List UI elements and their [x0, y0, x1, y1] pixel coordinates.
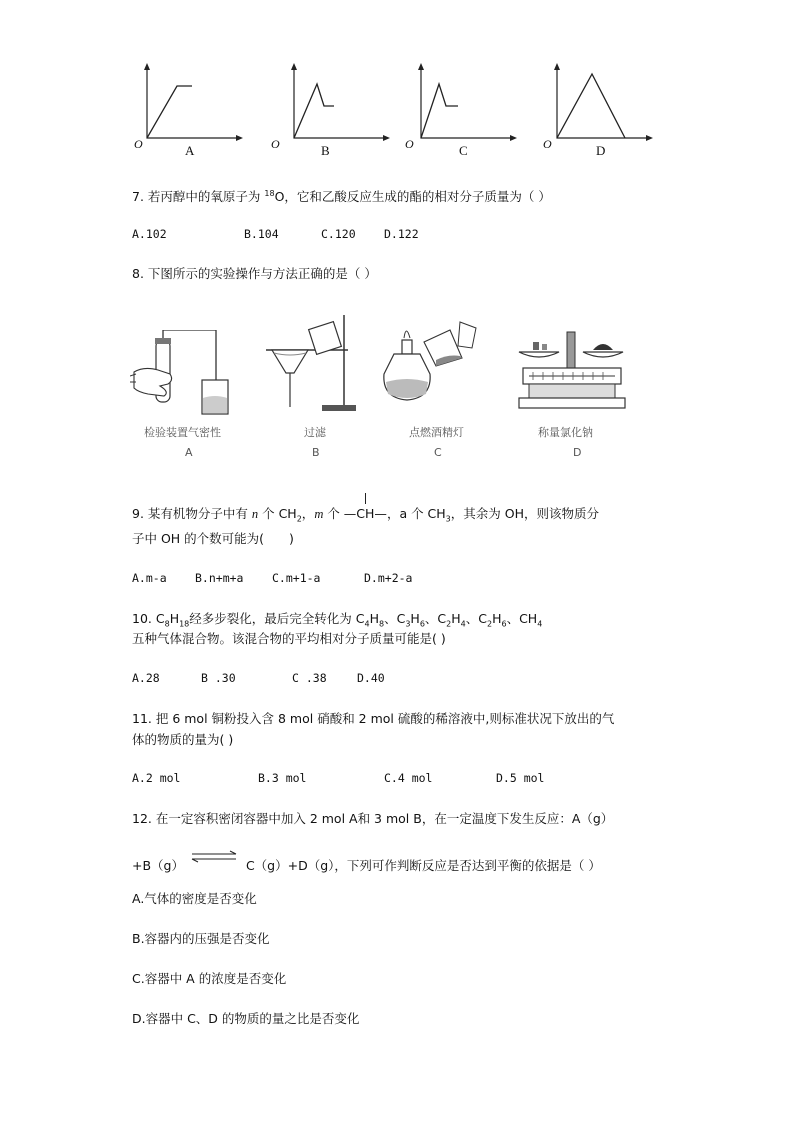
question-9-line-1: [132, 505, 599, 529]
q10-s5: 3: [405, 619, 411, 629]
caption-b-letter: B: [312, 446, 320, 459]
balance-apparatus: [515, 328, 630, 414]
equilibrium-arrow-icon: [190, 850, 240, 864]
q10-t9: 、C: [465, 611, 487, 626]
q12-option-a: A.气体的密度是否变化: [132, 891, 257, 906]
graph-b-origin: O: [271, 137, 280, 151]
caption-a-letter: A: [185, 446, 193, 459]
q9-sub-2: 2: [296, 514, 302, 524]
q10-t4: H: [369, 611, 379, 626]
q10-t5: 、C: [384, 611, 406, 626]
alcohol-lamp-apparatus: [380, 318, 480, 414]
q10-s3: 4: [364, 619, 370, 629]
q7-text-end: O，它和乙酸反应生成的酯的相对分子质量为（ ）: [274, 189, 551, 205]
graph-a-origin: O: [134, 137, 143, 151]
q10-s2: 18: [179, 619, 190, 629]
q10-s4: 8: [378, 619, 385, 629]
q10-s6: 6: [419, 619, 425, 629]
q10-s1: 8: [164, 619, 170, 629]
q11-option-c: C.4 mol: [384, 771, 433, 785]
q10-t10: H: [492, 611, 502, 626]
q12-products-text: C（g）+D（g），下列可作判断反应是否达到平衡的依据是（ ）: [245, 858, 601, 873]
caption-d-letter: D: [573, 446, 582, 459]
q10-t8: H: [451, 611, 461, 626]
q10-t2: H: [169, 611, 180, 626]
graph-b-label: B: [321, 143, 330, 158]
question-10-line-2: 五种气体混合物。该混合物的平均相对分子质量可能是( ): [132, 631, 446, 646]
q10-t7: 、C: [424, 611, 447, 626]
q9-option-d: D.m+2-a: [364, 571, 413, 585]
q7-option-a: A.102: [132, 227, 167, 241]
graph-a-label: A: [185, 143, 195, 158]
q12-option-b: B.容器内的压强是否变化: [132, 931, 270, 946]
graph-c-label: C: [459, 143, 468, 158]
q9-option-a: A.m-a: [132, 571, 167, 585]
q9-var-m: m: [314, 507, 324, 521]
caption-c-letter: C: [434, 446, 442, 459]
ch-bond-line: [365, 493, 366, 504]
q7-option-c: C.120: [321, 227, 356, 241]
q9-var-n: n: [251, 507, 259, 521]
q7-option-d: D.122: [384, 227, 419, 241]
q10-t11: 、CH: [506, 611, 538, 626]
q12-reactant-b: +B（g）: [132, 858, 184, 873]
q12-option-d: D.容器中 C、D 的物质的量之比是否变化: [132, 1011, 360, 1026]
airtightness-check-apparatus: [130, 330, 230, 420]
q10-t1: 10. C: [132, 611, 165, 626]
q10-s11: 4: [537, 619, 543, 629]
q11-option-a: A.2 mol: [132, 771, 181, 785]
q7-text-start: 7. 若丙醇中的氧原子为: [132, 189, 265, 205]
q10-s8: 4: [460, 619, 466, 629]
q9-text-6: ，其余为 OH，则该物质分: [450, 506, 599, 521]
question-11-line-1: 11. 把 6 mol 铜粉投入含 8 mol 硝酸和 2 mol 硫酸的稀溶液中,则标准状况下放出的气: [132, 711, 615, 726]
q9-text-5: ，a 个 CH: [386, 506, 446, 521]
graph-c: [414, 62, 524, 162]
q7-option-b: B.104: [244, 227, 279, 241]
caption-b: 过滤: [304, 426, 326, 439]
q10-option-d: D.40: [357, 671, 385, 685]
q7-isotope-superscript: 18: [264, 189, 275, 198]
q9-text-1: 9. 某有机物分子中有: [132, 506, 252, 521]
graph-a: [140, 62, 250, 162]
q11-option-b: B.3 mol: [258, 771, 307, 785]
q9-text-2: 个 CH: [258, 506, 297, 521]
q10-t3: 经多步裂化，最后完全转化为 C: [189, 611, 365, 626]
question-11-line-2: 体的物质的量为( ): [132, 732, 234, 747]
q9-option-c: C.m+1-a: [272, 571, 321, 585]
q9-text-3: ，: [301, 506, 315, 521]
filtration-apparatus: [262, 315, 362, 415]
q11-option-d: D.5 mol: [496, 771, 545, 785]
question-7: [132, 185, 551, 206]
caption-d: 称量氯化钠: [538, 426, 593, 439]
caption-c: 点燃酒精灯: [409, 426, 464, 439]
q10-option-a: A.28: [132, 671, 160, 685]
ch-branch-group: [344, 505, 387, 523]
q10-s9: 2: [486, 619, 493, 629]
question-9-line-2: 子中 OH 的个数可能为( ): [132, 531, 294, 546]
caption-a: 检验装置气密性: [144, 426, 221, 439]
q9-option-b: B.n+m+a: [195, 571, 244, 585]
question-12-line-1: 12. 在一定容积密闭容器中加入 2 mol A和 3 mol B，在一定温度下发生反应：A（g）: [132, 811, 614, 826]
q10-s7: 2: [446, 619, 452, 629]
q10-s10: 6: [501, 619, 507, 629]
q9-text-4: 个: [323, 506, 344, 521]
ch-group: —CH—: [343, 506, 387, 521]
q10-option-b: B .30: [201, 671, 236, 685]
graph-b: [287, 62, 397, 162]
q12-option-c: C.容器中 A 的浓度是否变化: [132, 971, 287, 986]
question-8: 8. 下图所示的实验操作与方法正确的是（ ）: [132, 266, 377, 281]
question-12-line-2: [132, 850, 601, 875]
q10-t6: H: [410, 611, 420, 626]
q9-sub-3: 3: [445, 514, 451, 524]
q10-option-c: C .38: [292, 671, 327, 685]
graph-d-label: D: [596, 143, 606, 158]
graph-d-origin: O: [543, 137, 552, 151]
graph-c-origin: O: [405, 137, 414, 151]
